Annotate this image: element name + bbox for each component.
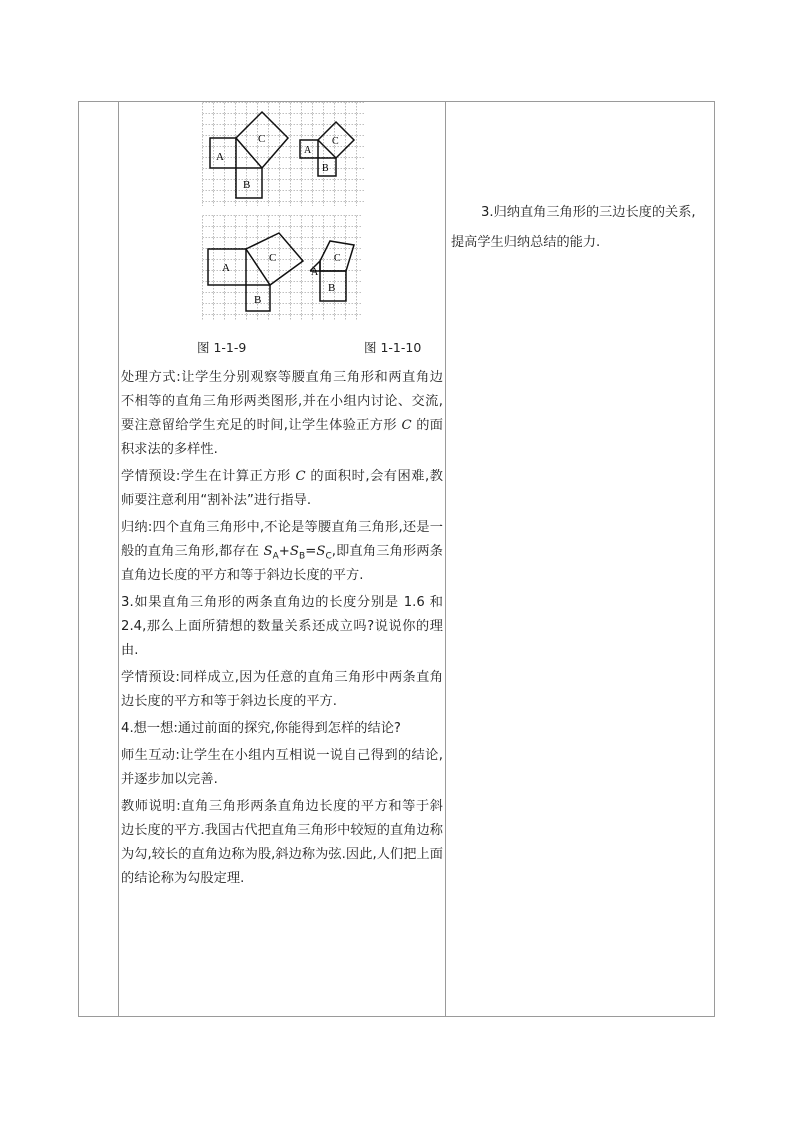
label-a-2: A (222, 262, 230, 274)
label-b: B (243, 179, 251, 191)
caption-fig-1-1-9: 图 1-1-9 (197, 340, 247, 355)
text-span: ,即直角三角形两条直角边长度的平方和等于斜边长度的平方. (121, 544, 443, 583)
label-b-2: B (254, 294, 262, 306)
label-a-small: A (304, 145, 312, 156)
column-divider-right (445, 102, 446, 1016)
paragraph-question-3: 3.如果直角三角形的两条直角边的长度分别是 1.6 和 2.4,那么上面所猜想的数量关系还成立吗?说说你的理由. (121, 595, 443, 658)
design-intent-text (451, 198, 711, 258)
text-span: 处理方式:让学生分别观察等腰直角三角形和两直角边不相等的直角三角形两类图形,并在小组内讨论、交流,要注意留给学生充足的时间,让学生体验正方形 (121, 370, 443, 433)
label-b-3: B (328, 282, 336, 294)
paragraph-student-prediction-1 (121, 465, 443, 513)
variable-s: S (289, 544, 299, 559)
text-span: 归纳:四个直角三角形中,不论是等腰直角三角形,还是一般的直角三角形,都存在 (121, 520, 443, 559)
text-span: 学情预设:学生在计算正方形 (121, 469, 296, 484)
column-divider-left (118, 102, 119, 1016)
figure-1-1-10 (202, 215, 362, 321)
variable-c: C (401, 418, 412, 433)
subscript-c: C (325, 551, 332, 562)
variable-s: S (316, 544, 326, 559)
label-a: A (216, 151, 224, 163)
paragraph-question-4: 4.想一想:通过前面的探究,你能得到怎样的结论? (121, 721, 401, 736)
variable-s: S (263, 544, 273, 559)
variable-c: C (295, 469, 306, 484)
label-c-small: C (332, 136, 339, 147)
equals-sign: = (305, 544, 317, 559)
plus-sign: + (278, 544, 290, 559)
label-b-small: B (322, 163, 329, 174)
subscript-b: B (299, 551, 306, 562)
label-c: C (258, 133, 266, 145)
process-text (121, 366, 443, 891)
text-span: 的面积求法的多样性. (121, 418, 444, 457)
lesson-table (78, 101, 715, 1017)
label-c-3: C (334, 253, 341, 264)
subscript-a: A (272, 551, 279, 562)
paragraph-interaction: 师生互动:让学生在小组内互相说一说自己得到的结论,并逐步加以完善. (121, 748, 443, 787)
intent-line-1: 3.归纳直角三角形的三边长度的关系, (481, 205, 696, 220)
label-a-3: A (311, 267, 319, 278)
teaching-process-cell (120, 102, 444, 1016)
text-span: 的面积时,会有困难,教师要注意利用“割补法”进行指导. (121, 469, 443, 508)
figure-1-1-9 (202, 102, 364, 206)
intent-line-2: 提高学生归纳总结的能力. (451, 235, 601, 250)
paragraph-processing-method (121, 366, 443, 462)
caption-fig-1-1-10: 图 1-1-10 (364, 340, 422, 355)
paragraph-teacher-explanation: 教师说明:直角三角形两条直角边长度的平方和等于斜边长度的平方.我国古代把直角三角形中较短的直角边称为勾,较长的直角边称为股,斜边称为弦.因此,人们把上面的结论称为勾股定理. (121, 799, 443, 886)
figure-captions (120, 338, 444, 358)
design-intent-cell (447, 102, 715, 1016)
paragraph-student-prediction-2: 学情预设:同样成立,因为任意的直角三角形中两条直角边长度的平方和等于斜边长度的平方. (121, 670, 443, 709)
paragraph-summary (121, 516, 443, 588)
label-c-2: C (269, 252, 277, 264)
